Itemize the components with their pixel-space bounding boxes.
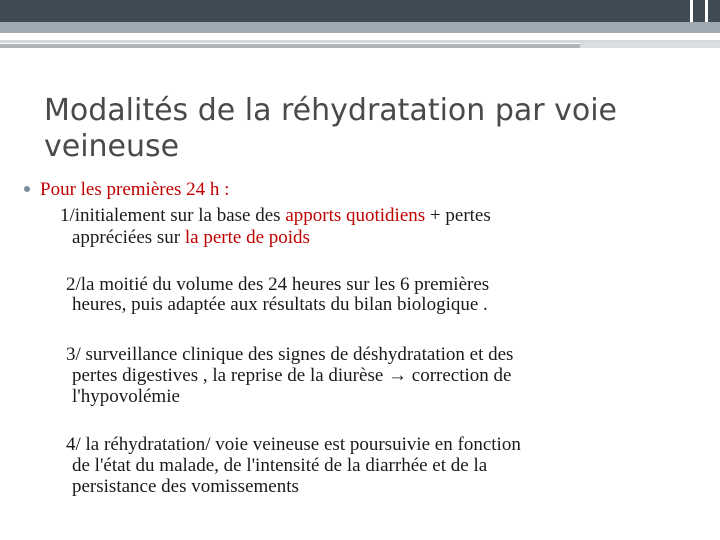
item2-line2: heures, puis adaptée aux résultats du bilan biologique . — [72, 294, 488, 315]
item4-line3: persistance des vomissements — [72, 476, 299, 497]
item1-text: 1/initialement sur la base des — [60, 205, 286, 226]
header-bar-notch — [690, 0, 693, 22]
bullet-heading: Pour les premières 24 h : — [40, 179, 230, 200]
item3-line3: l'hypovolémie — [72, 386, 180, 407]
item4-line2: de l'état du malade, de l'intensité de la diarrhée et de la — [72, 455, 488, 476]
item1-line2 — [72, 227, 310, 248]
item1-highlight-poids: la perte de poids — [184, 227, 310, 248]
slide-title: Modalités de la réhydratation par voie veineuse — [44, 93, 618, 164]
item1-text: + pertes — [425, 205, 491, 226]
header-rule-dark — [0, 44, 580, 48]
bullet-dot-icon — [24, 186, 30, 192]
item1-line1 — [60, 205, 491, 226]
header-rule-extension — [580, 42, 720, 48]
header-bar-notch — [705, 0, 708, 22]
header-bar-dark — [0, 0, 720, 22]
item1-highlight-apports: apports quotidiens — [285, 205, 426, 226]
item3-line1: 3/ surveillance clinique des signes de déshydratation et des — [66, 344, 514, 365]
header-bar-light — [0, 22, 720, 33]
item4-line1: 4/ la réhydratation/ voie veineuse est poursuivie en fonction — [66, 434, 521, 455]
item2-line1: 2/la moitié du volume des 24 heures sur les 6 premières — [66, 274, 490, 295]
item3-line2: pertes digestives , la reprise de la diurèse → correction de — [72, 365, 512, 386]
item1-text: appréciées sur — [72, 227, 185, 248]
